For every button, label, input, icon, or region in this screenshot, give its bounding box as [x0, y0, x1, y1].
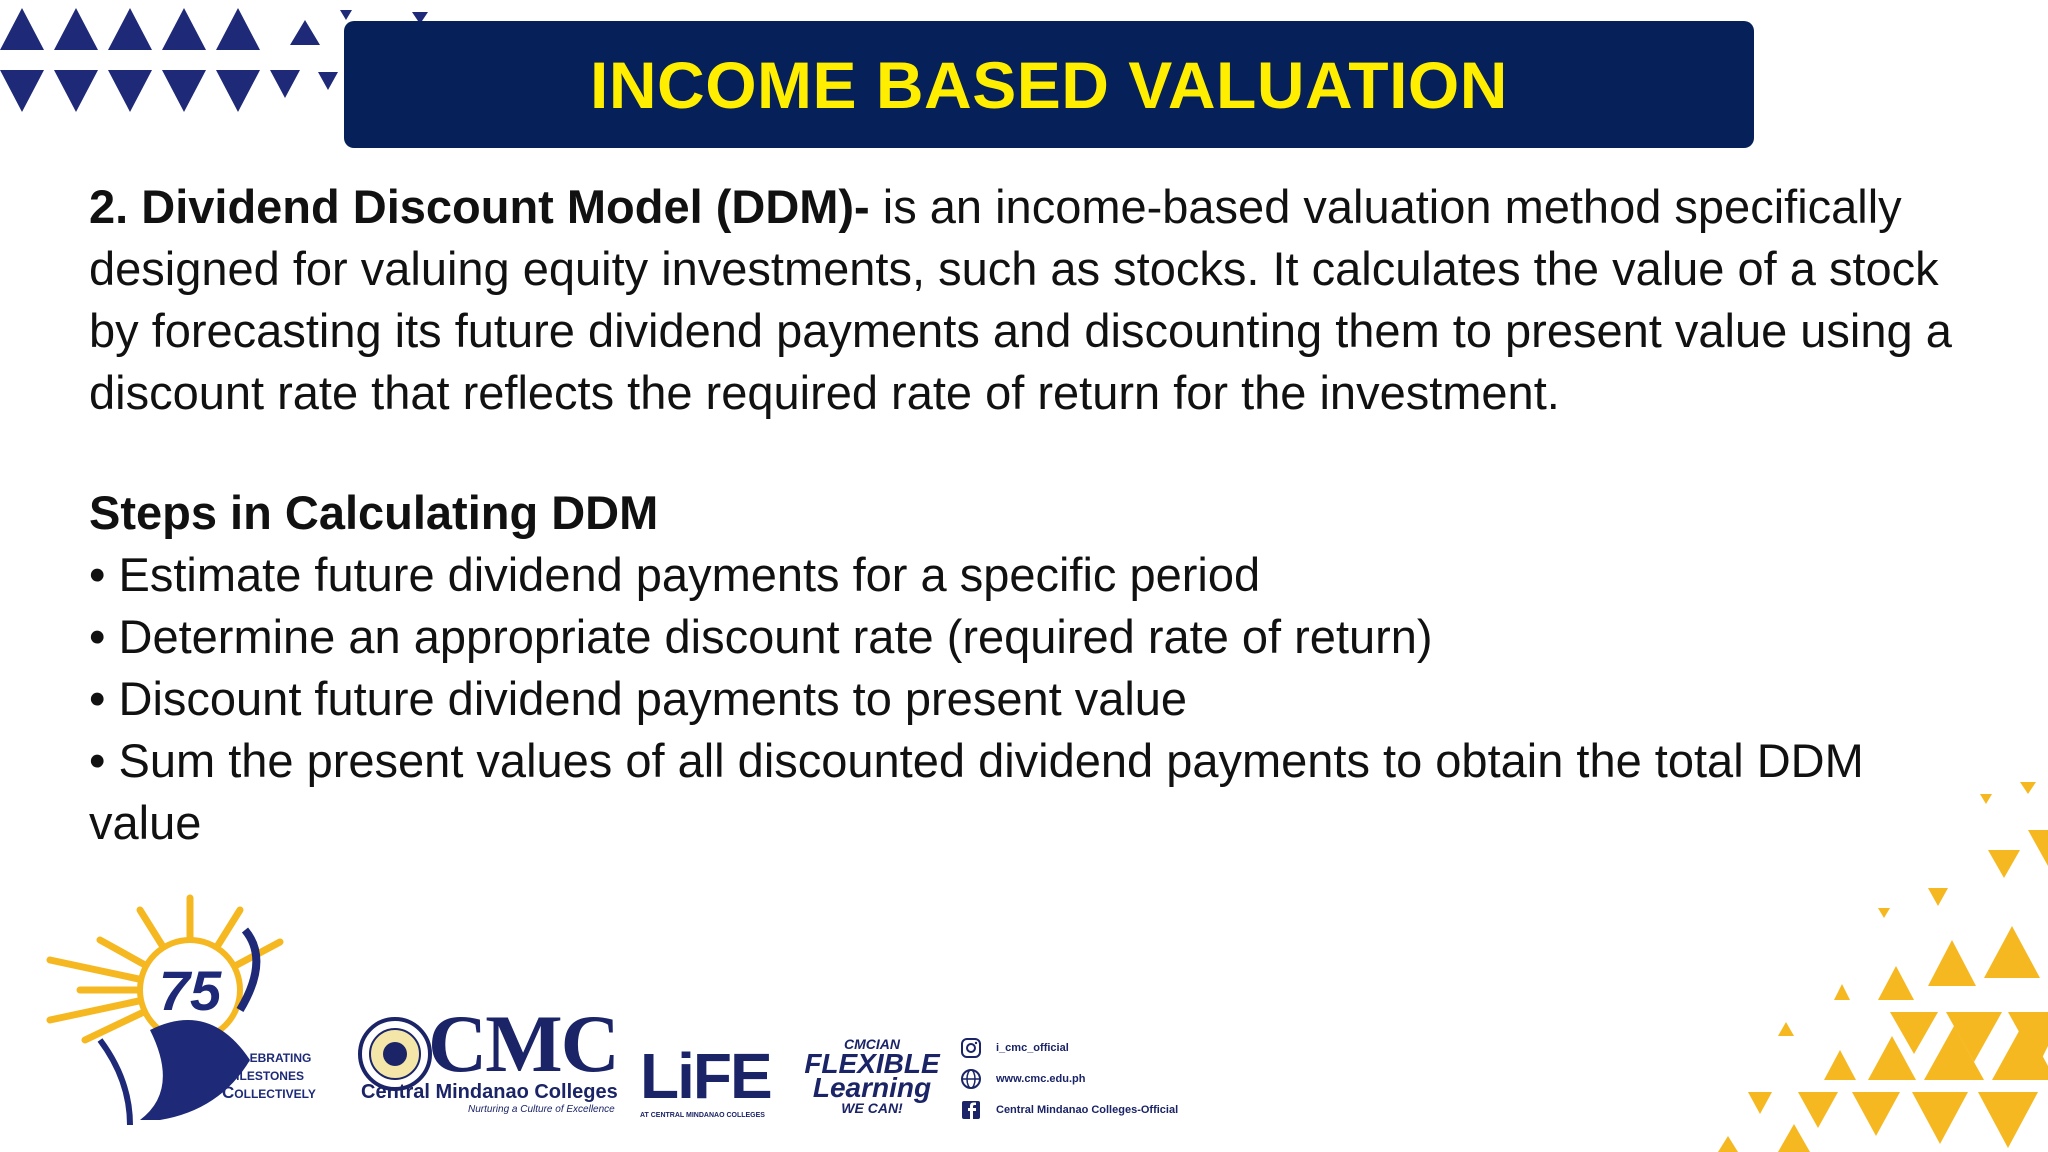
definition-text: is an income-based valuation method specifically designed for valuing equity investments, such as stocks. It calculates the value of a stock by forecasting its future dividend payments and discounting them to present value using a discount rate that reflects the required rate of return for the investment.: [89, 180, 1952, 419]
steps-list: [89, 544, 1989, 854]
anniversary-tagline: Celebrating Milestones Collectively: [222, 1047, 316, 1102]
slide-title-bar: [344, 21, 1754, 148]
definition-paragraph: [89, 176, 1989, 424]
globe-icon: [960, 1068, 982, 1090]
life-logo: LiFE: [640, 1040, 771, 1112]
school-seal-logo: [358, 1017, 432, 1091]
instagram-icon: [960, 1037, 982, 1059]
school-name: Central Mindanao Colleges: [361, 1081, 618, 1103]
definition-term: 2. Dividend Discount Model (DDM)-: [89, 180, 870, 233]
facebook-icon: [960, 1099, 982, 1121]
steps-heading: Steps in Calculating DDM: [89, 486, 659, 539]
facebook-link[interactable]: [960, 1094, 1178, 1125]
social-links: [960, 1032, 1178, 1125]
school-abbr: CMC: [428, 998, 618, 1089]
school-motto: Nurturing a Culture of Excellence: [468, 1104, 615, 1115]
website-link[interactable]: [960, 1063, 1178, 1094]
facebook-page: Central Mindanao Colleges-Official: [996, 1103, 1179, 1116]
life-caption: AT CENTRAL MINDANAO COLLEGES: [640, 1112, 765, 1119]
slide-content: [89, 176, 1989, 854]
flexible-learning-logo: CMCIAN FLEXIBLE Learning WE CAN!: [804, 1036, 940, 1116]
step-item: • Discount future dividend payments to present value: [89, 672, 1188, 725]
website-url: www.cmc.edu.ph: [996, 1072, 1086, 1085]
step-item: • Determine an appropriate discount rate (required rate of return): [89, 610, 1433, 663]
step-item: • Estimate future dividend payments for a specific period: [89, 548, 1261, 601]
slide-title: INCOME BASED VALUATION: [590, 47, 1508, 122]
step-item: • Sum the present values of all discounted dividend payments to obtain the total DDM value: [89, 734, 1864, 849]
instagram-link[interactable]: [960, 1032, 1178, 1063]
instagram-handle: i_cmc_official: [996, 1041, 1069, 1054]
footer-logos: [0, 890, 1250, 1152]
anniversary-number: 75: [158, 959, 222, 1022]
